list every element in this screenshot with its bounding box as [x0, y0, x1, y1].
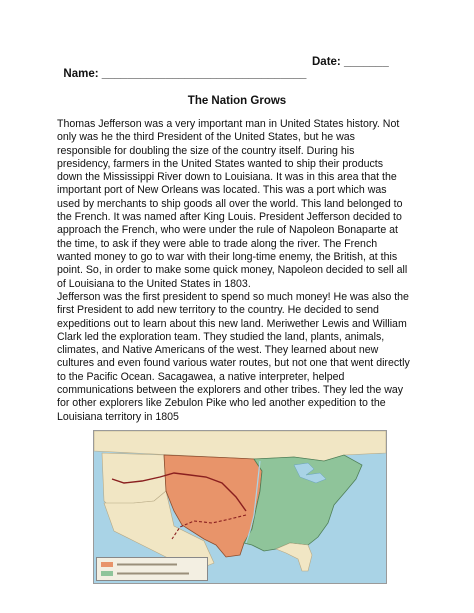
text-line: point. So, in order to make some quick money, Napoleon decided to sell all	[57, 264, 408, 277]
legend-swatch-louisiana	[101, 562, 113, 567]
text-line: only was he the third President of the United States, but he was	[57, 131, 355, 144]
florida-region	[276, 543, 312, 571]
page-title: The Nation Grows	[187, 95, 287, 107]
text-line: to the Pacific Ocean. Sacagawea, a native interpreter, helped	[57, 370, 345, 383]
text-line: presidency, farmers in the United States wanted to ship their products	[57, 157, 384, 170]
text-line: wanted money to go to war with their long-time enemy, the British, at this	[57, 250, 398, 263]
paragraph-louisiana-purchase	[57, 118, 421, 291]
name-label: Name: ________________________________	[63, 68, 307, 80]
text-line: communications between the explorers and other tribes. They led the way	[57, 384, 404, 397]
text-line: climates, and Native Americans of the west. They learned about new	[57, 344, 379, 357]
text-line: expeditions out to learn about this new land. Meriwether Lewis and William	[57, 317, 407, 330]
date-label: Date: _______	[312, 56, 389, 68]
text-line: down the Mississippi River down to Louisiana. It was in this area that the	[57, 171, 397, 184]
text-line: Clark led the exploration team. They studied the land, plants, animals,	[57, 330, 385, 343]
legend-swatch-united-states	[101, 571, 113, 576]
louisiana-purchase-map	[93, 430, 387, 584]
text-line: responsible for doubling the size of the country itself. During his	[57, 144, 355, 157]
map-legend	[96, 557, 208, 581]
text-line: Louisiana territory in 1805	[57, 410, 179, 423]
paragraph-lewis-and-clark	[57, 291, 421, 424]
text-line: important port of New Orleans was located. This was a port which was	[57, 184, 387, 197]
text-line: the French. It was named after King Louis. President Jefferson decided to	[57, 211, 402, 224]
text-line: Jefferson was the first president to spend so much money! He was also the	[57, 291, 409, 303]
text-line: of Louisiana to the United States in 1803.	[57, 277, 251, 290]
text-line: cultures and even found various water routes, but not one that went directly	[57, 357, 410, 370]
text-line: first President to add new territory to the country. He decided to send	[57, 304, 379, 317]
text-line: used by merchants to ship goods all over the world. This land belonged to	[57, 197, 403, 210]
legend-graphic	[97, 558, 207, 580]
header-line	[57, 56, 397, 92]
legend-caption-line	[117, 573, 189, 575]
text-line: the time, to ask if they were able to trade along the river. The French	[57, 237, 378, 250]
text-line: Thomas Jefferson was a very important man in United States history. Not	[57, 118, 400, 130]
text-line: approach the French, who were under the rule of Napoleon Bonaparte at	[57, 224, 398, 237]
legend-caption-line	[117, 564, 177, 566]
text-line: for other explorers like Zebulon Pike who led another expedition to the	[57, 397, 386, 410]
